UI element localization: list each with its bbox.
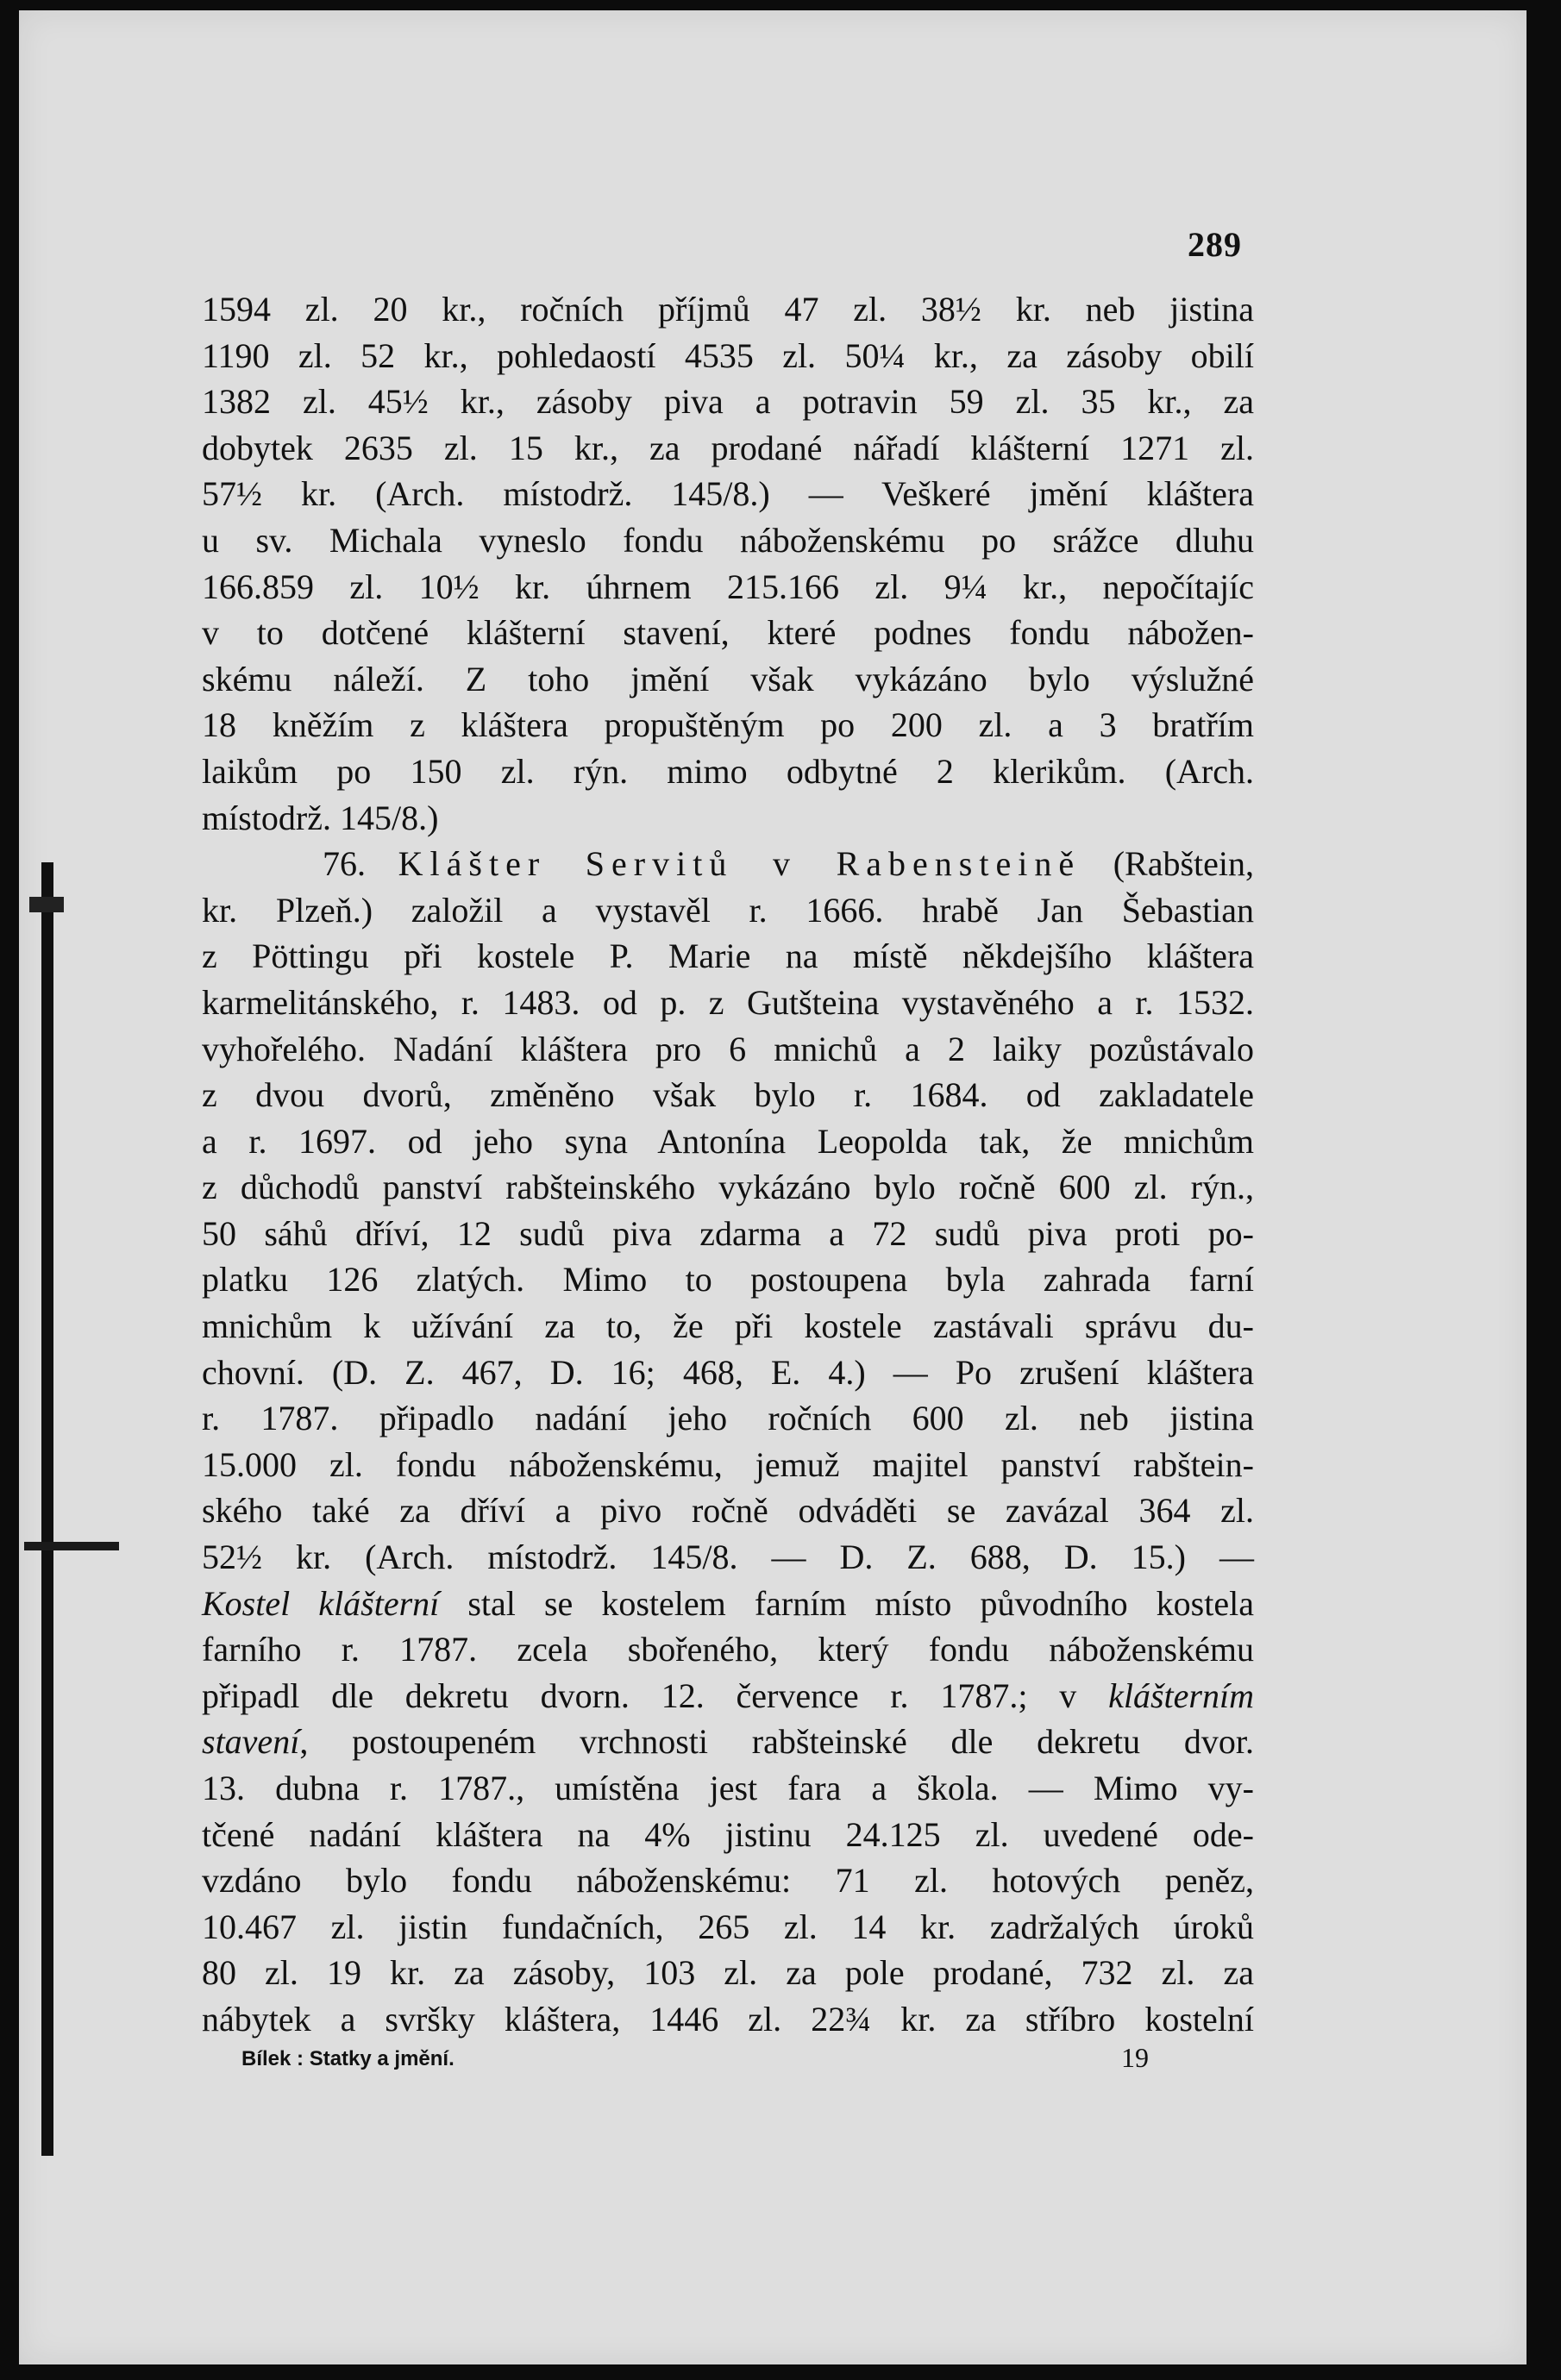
binding-mark	[29, 897, 64, 912]
text-line: 80 zl. 19 kr. za zásoby, 103 zl. za pole prodané, 732 zl. za	[202, 1953, 1254, 1993]
text-line: 18 kněžím z kláštera propuštěným po 200 zl. a 3 bratřím	[202, 705, 1254, 745]
section-heading-line	[202, 841, 1254, 887]
text-line: 1382 zl. 45½ kr., zásoby piva a potravin 59 zl. 35 kr., za	[202, 382, 1254, 422]
book-page	[19, 10, 1527, 2364]
text-line: a r. 1697. od jeho syna Antonína Leopolda tak, že mnichům	[202, 1121, 1254, 1161]
text-line: v to dotčené klášterní stavení, které podnes fondu nábožen-	[202, 613, 1254, 653]
text-line: 1594 zl. 20 kr., ročních příjmů 47 zl. 38½ kr. neb jistina	[202, 290, 1254, 329]
footer-signature: 19	[1121, 2042, 1149, 2073]
text-line	[202, 1719, 1254, 1765]
text-line: 52½ kr. (Arch. místodrž. 145/8. — D. Z. 688, D. 15.) —	[202, 1538, 1254, 1577]
text-line: nábytek a svršky kláštera, 1446 zl. 22¾ kr. za stříbro kostelní	[202, 1999, 1254, 2039]
text-line: u sv. Michala vyneslo fondu náboženskému po srážce dluhu	[202, 520, 1254, 560]
section-heading: Klášter Servitů v Rabensteině	[398, 844, 1081, 884]
text-line: 10.467 zl. jistin fundačních, 265 zl. 14 kr. zadržalých úroků	[202, 1907, 1254, 1946]
section-heading-rest: (Rabštein,	[1113, 844, 1255, 884]
text-line: místodrž. 145/8.)	[202, 798, 439, 837]
text-line: z důchodů panství rabšteinského vykázáno bylo ročně 600 zl. rýn.,	[202, 1168, 1254, 1207]
kostel-italic: Kostel klášterní	[202, 1583, 440, 1623]
text-line: dobytek 2635 zl. 15 kr., za prodané nářadí klášterní 1271 zl.	[202, 428, 1254, 467]
binding-mark	[24, 1542, 119, 1550]
text-line: vzdáno bylo fondu náboženskému: 71 zl. hotových peněz,	[202, 1861, 1254, 1901]
dekret-italic: klášterním	[1108, 1675, 1254, 1715]
text-line: chovní. (D. Z. 467, D. 16; 468, E. 4.) — Po zrušení kláštera	[202, 1352, 1254, 1392]
text-line: 15.000 zl. fondu náboženskému, jemuž majitel panství rabštein-	[202, 1444, 1254, 1484]
dekret-start: připadl dle dekretu dvorn. 12. července r. 1787.; v	[202, 1675, 1109, 1715]
text-line: z Pöttingu při kostele P. Marie na místě někdejšího kláštera	[202, 936, 1254, 976]
staveni-rest: , postoupeném vrchnosti rabšteinské dle dekretu dvor.	[299, 1722, 1254, 1762]
text-line	[202, 1673, 1254, 1719]
text-line: kr. Plzeň.) založil a vystavěl r. 1666. hrabě Jan Šebastian	[202, 890, 1254, 930]
page-number: 289	[1188, 225, 1242, 264]
footer-author: Bílek : Statky a jmění.	[241, 2047, 455, 2070]
text-line: 57½ kr. (Arch. místodrž. 145/8.) — Veškeré jmění kláštera	[202, 474, 1254, 514]
text-line: z dvou dvorů, změněno však bylo r. 1684. od zakladatele	[202, 1075, 1254, 1115]
staveni-italic: stavení	[202, 1722, 300, 1762]
kostel-rest: stal se kostelem farním místo původního kostela	[439, 1583, 1254, 1623]
text-line: 13. dubna r. 1787., umístěna jest fara a škola. — Mimo vy-	[202, 1769, 1254, 1807]
text-line: 1190 zl. 52 kr., pohledaostí 4535 zl. 50¼ kr., za zásoby obilí	[202, 335, 1254, 375]
text-line: vyhořelého. Nadání kláštera pro 6 mnichů a 2 laiky pozůstávalo	[202, 1029, 1254, 1068]
text-line: r. 1787. připadlo nadání jeho ročních 600 zl. neb jistina	[202, 1399, 1254, 1438]
text-line: 166.859 zl. 10½ kr. úhrnem 215.166 zl. 9¼ kr., nepočítajíc	[202, 567, 1254, 606]
text-line: tčené nadání kláštera na 4% jistinu 24.125 zl. uvedené ode-	[202, 1814, 1254, 1854]
text-line: skému náleží. Z toho jmění však vykázáno bylo výslužné	[202, 659, 1254, 698]
body-text	[202, 286, 1254, 2043]
text-line: laikům po 150 zl. rýn. mimo odbytné 2 klerikům. (Arch.	[202, 751, 1254, 791]
text-line: ského také za dříví a pivo ročně odváděti se zavázal 364 zl.	[202, 1491, 1254, 1531]
text-line: farního r. 1787. zcela sbořeného, který fondu náboženskému	[202, 1630, 1254, 1669]
text-line: platku 126 zlatých. Mimo to postoupena byla zahrada farní	[202, 1260, 1254, 1300]
text-line: karmelitánského, r. 1483. od p. z Gutšteina vystavěného a r. 1532.	[202, 982, 1254, 1022]
binding-edge	[41, 862, 53, 2156]
text-line	[202, 1581, 1254, 1627]
section-number: 76.	[323, 844, 366, 884]
text-line: mnichům k užívání za to, že při kostele zastávali správu du-	[202, 1306, 1254, 1346]
text-line: 50 sáhů dříví, 12 sudů piva zdarma a 72 sudů piva proti po-	[202, 1213, 1254, 1253]
